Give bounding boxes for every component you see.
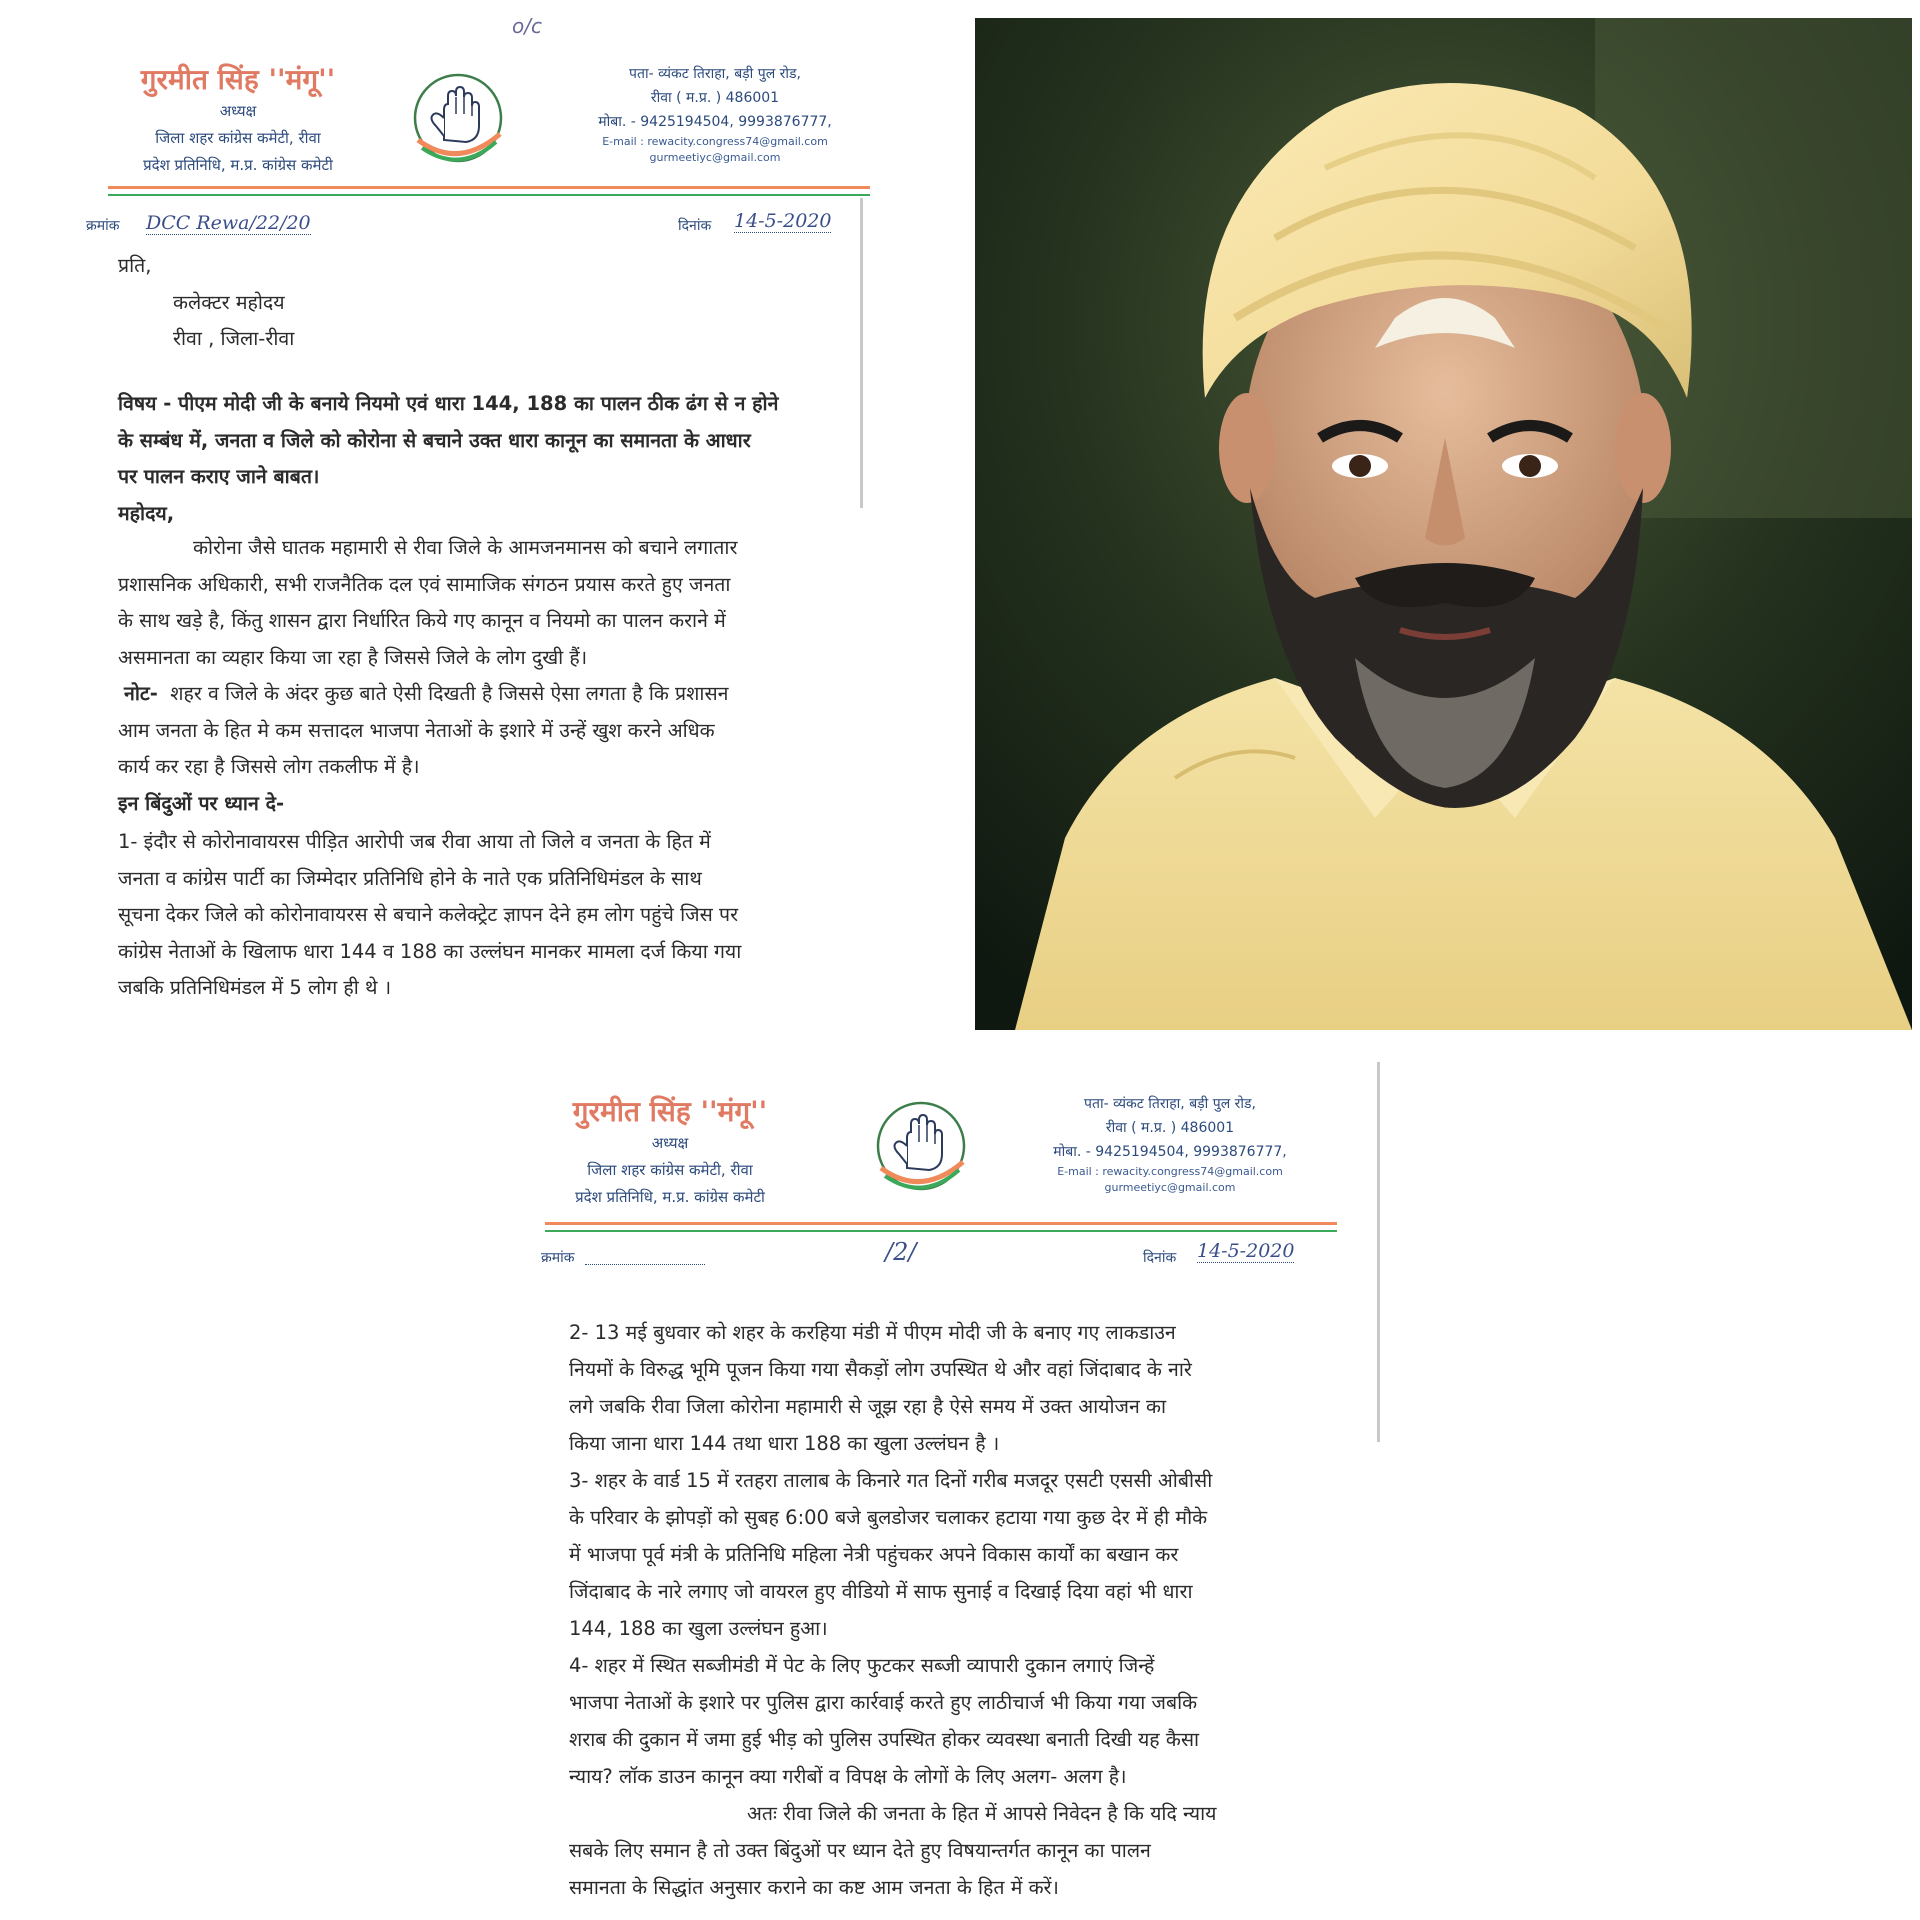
page-edge: [1377, 1062, 1380, 1442]
points-heading: इन बिंदुओं पर ध्यान दे-: [118, 791, 285, 815]
letterhead-rule-green: [545, 1230, 1337, 1232]
closing-line: समानता के सिद्धांत अनुसार कराने का कष्ट आम जनता के हित में करें।: [569, 1876, 1059, 1899]
point-line: शराब की दुकान में जमा हुई भीड़ को पुलिस उपस्थित होकर व्यवस्था बनाती दिखी यह कैसा: [569, 1728, 1200, 1751]
ref-number: DCC Rewa/22/20: [146, 212, 311, 234]
sender-designation: अध्यक्ष: [651, 1134, 689, 1152]
email-2: gurmeetiyc@gmail.com: [1104, 1181, 1236, 1194]
point-line: जनता व कांग्रेस पार्टी का जिम्मेदार प्रतिनिधि होने के नाते एक प्रतिनिधिमंडल के साथ: [118, 866, 702, 890]
closing-line: अतः रीवा जिले की जनता के हित में आपसे निवेदन है कि यदि न्याय: [747, 1802, 1217, 1825]
point-line: न्याय? लॉक डाउन कानून क्या गरीबों व विपक्ष के लोगों के लिए अलग- अलग है।: [569, 1765, 1127, 1788]
hand-symbol-icon: [871, 1098, 971, 1202]
letterhead-rule-orange: [108, 186, 870, 189]
subject-line: पर पालन कराए जाने बाबत।: [118, 465, 320, 488]
note-line: कार्य कर रहा है जिससे लोग तकलीफ में है।: [118, 755, 420, 778]
letterhead-rule-green: [108, 194, 870, 196]
portrait-photo: [975, 18, 1912, 1030]
to-line: प्रति,: [118, 254, 152, 277]
letterhead: [108, 18, 870, 200]
hand-symbol-icon: [408, 70, 508, 174]
point-line: 1- इंदौर से कोरोनावायरस पीड़ित आरोपी जब रीवा आया तो जिले व जनता के हित में: [118, 830, 711, 853]
subject-block: [118, 386, 778, 532]
date-value: 14-5-2020: [734, 210, 832, 232]
point-line: 4- शहर में स्थित सब्जीमंडी में पेट के लिए फुटकर सब्जी व्यापारी दुकान लगाएं जिन्हें: [569, 1654, 1155, 1677]
note-line: शहर व जिले के अंदर कुछ बाते ऐसी दिखती है जिससे ऐसा लगता है कि प्रशासन: [170, 682, 729, 705]
date-label: दिनांक: [678, 218, 712, 234]
letter-page-2: [541, 1052, 1387, 1920]
addressee-line-1: कलेक्टर महोदय: [173, 290, 285, 314]
reference-row: [86, 208, 870, 238]
page-number: /2/: [885, 1238, 917, 1266]
sender-representative: प्रदेश प्रतिनिधि, म.प्र. कांग्रेस कमेटी: [143, 156, 333, 174]
sender-designation: अध्यक्ष: [219, 102, 257, 120]
mobile-numbers: मोबा. - 9425194504, 9993876777,: [1053, 1144, 1287, 1160]
letter-address-block: [118, 248, 294, 358]
note-block: [118, 676, 728, 822]
point-line: 3- शहर के वार्ड 15 में रतहरा तालाब के किनारे गत दिनों गरीब मजदूर एसटी एससी ओबीसी: [569, 1469, 1213, 1492]
ref-label: क्रमांक: [86, 218, 120, 234]
point-line: जिंदाबाद के नारे लगाए जो वायरल हुए वीडियो में साफ सुनाई व दिखाई दिया वहां भी धारा: [569, 1580, 1193, 1603]
point-line: नियमों के विरुद्ध भूमि पूजन किया गया सैकड़ों लोग उपस्थित थे और वहां जिंदाबाद के नारे: [569, 1358, 1192, 1381]
note-label: नोट-: [124, 682, 158, 705]
address-line-2: रीवा ( म.प्र. ) 486001: [650, 90, 780, 106]
point-line: भाजपा नेताओं के इशारे पर पुलिस द्वारा कार्रवाई करते हुए लाठीचार्ज भी किया गया जबकि: [569, 1691, 1198, 1714]
reference-row: [541, 1234, 1387, 1266]
subject-line: के सम्बंध में, जनता व जिले को कोरोना से बचाने उक्त धारा कानून का समानता के आधार: [118, 428, 751, 452]
point-1: [118, 824, 741, 1007]
addressee-line-2: रीवा , जिला-रीवा: [173, 327, 295, 350]
paragraph-line: असमानता का व्यहार किया जा रहा है जिससे जिले के लोग दुखी हैं।: [118, 645, 588, 669]
sender-name: गुरमीत सिंह ''मंगू'': [572, 1095, 768, 1128]
sender-committee: जिला शहर कांग्रेस कमेटी, रीवा: [155, 129, 321, 147]
address-line-2: रीवा ( म.प्र. ) 486001: [1105, 1120, 1235, 1136]
paragraph-line: कोरोना जैसे घातक महामारी से रीवा जिले के आमजनमानस को बचाने लगातार: [193, 536, 738, 559]
email-1: E-mail : rewacity.congress74@gmail.com: [1057, 1165, 1283, 1178]
point-line: 2- 13 मई बुधवार को शहर के करहिया मंडी में पीएम मोदी जी के बनाए गए लाकडाउन: [569, 1321, 1176, 1344]
intro-paragraph: [118, 530, 737, 676]
subject-line: विषय - पीएम मोदी जी के बनाये नियमो एवं धारा 144, 188 का पालन ठीक ढंग से न होने: [118, 392, 779, 415]
page-edge: [860, 198, 863, 508]
ref-label: क्रमांक: [541, 1250, 575, 1266]
salutation: महोदय,: [118, 501, 175, 525]
email-1: E-mail : rewacity.congress74@gmail.com: [602, 135, 828, 148]
address-line-1: पता- व्यंकट तिराहा, बड़ी पुल रोड,: [629, 66, 801, 82]
letterhead-contact: [570, 62, 860, 166]
letterhead-sender: [545, 1092, 795, 1211]
closing-line: सबके लिए समान है तो उक्त बिंदुओं पर ध्यान देते हुए विषयान्तर्गत कानून का पालन: [569, 1839, 1151, 1862]
mobile-numbers: मोबा. - 9425194504, 9993876777,: [598, 114, 832, 130]
letter-page-1: [86, 14, 870, 1014]
letterhead-sender: [108, 60, 368, 179]
point-line: में भाजपा पूर्व मंत्री के प्रतिनिधि महिला नेत्री पहुंचकर अपने विकास कार्यों का बखान कर: [569, 1543, 1179, 1566]
letterhead-contact: [1025, 1092, 1315, 1196]
point-line: 144, 188 का खुला उल्लंघन हुआ।: [569, 1617, 828, 1640]
date-label: दिनांक: [1143, 1250, 1177, 1266]
ref-blank: [585, 1264, 705, 1265]
point-line: किया जाना धारा 144 तथा धारा 188 का खुला उल्लंघन है ।: [569, 1432, 1000, 1455]
point-line: कांग्रेस नेताओं के खिलाफ धारा 144 व 188 का उल्लंघन मानकर मामला दर्ज किया गया: [118, 939, 742, 963]
point-line: लगे जबकि रीवा जिला कोरोना महामारी से जूझ रहा है ऐसे समय में उक्त आयोजन का: [569, 1395, 1167, 1418]
sender-committee: जिला शहर कांग्रेस कमेटी, रीवा: [587, 1161, 753, 1179]
letterhead-rule-orange: [545, 1222, 1337, 1225]
point-line: सूचना देकर जिले को कोरोनावायरस से बचाने कलेक्ट्रेट ज्ञापन देने हम लोग पहुंचे जिस पर: [118, 903, 739, 926]
date-value: 14-5-2020: [1197, 1240, 1295, 1262]
note-line: आम जनता के हित मे कम सत्तादल भाजपा नेताओं के इशारे में उन्हें खुश करने अधिक: [118, 718, 715, 742]
point-line: जबकि प्रतिनिधिमंडल में 5 लोग ही थे ।: [118, 976, 392, 999]
address-line-1: पता- व्यंकट तिराहा, बड़ी पुल रोड,: [1084, 1096, 1256, 1112]
portrait-image: [975, 18, 1912, 1030]
paragraph-line: प्रशासनिक अधिकारी, सभी राजनैतिक दल एवं सामाजिक संगठन प्रयास करते हुए जनता: [118, 572, 731, 596]
email-2: gurmeetiyc@gmail.com: [649, 151, 781, 164]
paragraph-line: के साथ खड़े है, किंतु शासन द्वारा निर्धारित किये गए कानून व नियमो का पालन कराने में: [118, 609, 726, 632]
corner-mark: o/c: [512, 14, 542, 38]
sender-name: गुरमीत सिंह ''मंगू'': [140, 63, 336, 96]
points-continued: [569, 1314, 1216, 1906]
letterhead: [545, 1052, 1387, 1248]
sender-representative: प्रदेश प्रतिनिधि, म.प्र. कांग्रेस कमेटी: [575, 1188, 765, 1206]
point-line: के परिवार के झोपड़ों को सुबह 6:00 बजे बुलडोजर चलाकर हटाया गया कुछ देर में ही मौके: [569, 1506, 1208, 1529]
